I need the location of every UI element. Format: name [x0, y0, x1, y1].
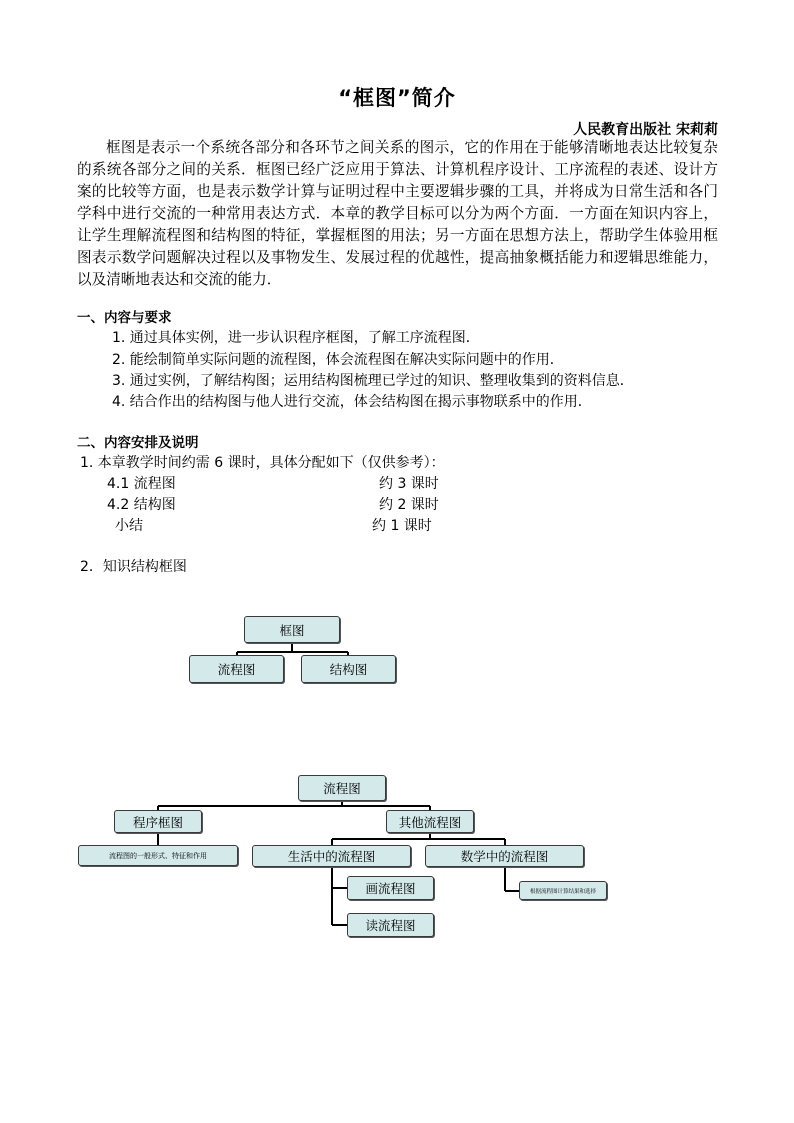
schedule-hours-2: 约 2 课时	[379, 497, 439, 513]
schedule-hours-3: 约 1 课时	[372, 518, 432, 534]
section2-heading: 二、内容安排及说明	[77, 435, 199, 451]
section1-item-1: 1. 通过具体实例，进一步认识程序框图，了解工序流程图．	[112, 330, 480, 346]
intro-paragraph: 框图是表示一个系统各部分和各环节之间关系的图示，它的作用在于能够清晰地表达比较复杂的系统各部分之间的关系．框图已经广泛应用于算法、计算机程序设计、工序流程的表述、设计方案的比较等方面，也是表示数学计算与证明过程中主要逻辑步骤的工具，并将成为日常生活和各门学科中进行交流的一种常用表达方式．本章的教学目标可以分为两个方面．一方面在知识内容上，让学生理解流程图和结构图的特征，掌握框图的用法；另一方面在思想方法上，帮助学生体验用框图表示数学问题解决过程以及事物发生、发展过程的优越性，提高抽象概括能力和逻辑思维能力，以及清晰地表达和交流的能力．	[77, 139, 718, 288]
box-flowchart: 流程图	[189, 655, 284, 683]
section2-item-2: 2．知识结构框图	[80, 559, 187, 575]
box-math-flowchart-detail: 根据流程图计算结果和选择	[519, 881, 607, 900]
schedule-hours-1: 约 3 课时	[379, 476, 439, 492]
section1-heading: 一、内容与要求	[77, 310, 172, 326]
box-flowchart-root: 流程图	[298, 775, 386, 801]
box-other-flowchart: 其他流程图	[386, 810, 474, 833]
box-draw-flowchart: 画流程图	[347, 876, 434, 900]
box-life-flowchart: 生活中的流程图	[252, 845, 411, 867]
section2-item-1: 1. 本章教学时间约需 6 课时，具体分配如下（仅供参考）：	[80, 455, 445, 471]
box-kuangtu: 框图	[244, 616, 340, 643]
box-math-flowchart: 数学中的流程图	[425, 845, 584, 867]
box-structure-chart: 结构图	[301, 655, 396, 683]
box-read-flowchart: 读流程图	[347, 913, 434, 937]
schedule-topic-1: 4.1 流程图	[107, 476, 176, 492]
section1-item-2: 2. 能绘制简单实际问题的流程图，体会流程图在解决实际问题中的作用．	[112, 352, 564, 368]
section1-item-3: 3. 通过实例，了解结构图；运用结构图梳理已学过的知识、整理收集到的资料信息．	[112, 373, 634, 389]
box-program-flowchart: 程序框图	[114, 810, 202, 833]
schedule-topic-2: 4.2 结构图	[107, 497, 176, 513]
schedule-topic-3: 小结	[115, 518, 143, 534]
author-line: 人民教育出版社 宋莉莉	[573, 122, 718, 138]
box-program-flowchart-detail: 流程图的一般形式、特征和作用	[78, 845, 238, 866]
page-title: “框图”简介	[338, 86, 456, 110]
section1-item-4: 4. 结合作出的结构图与他人进行交流，体会结构图在揭示事物联系中的作用．	[112, 394, 592, 410]
